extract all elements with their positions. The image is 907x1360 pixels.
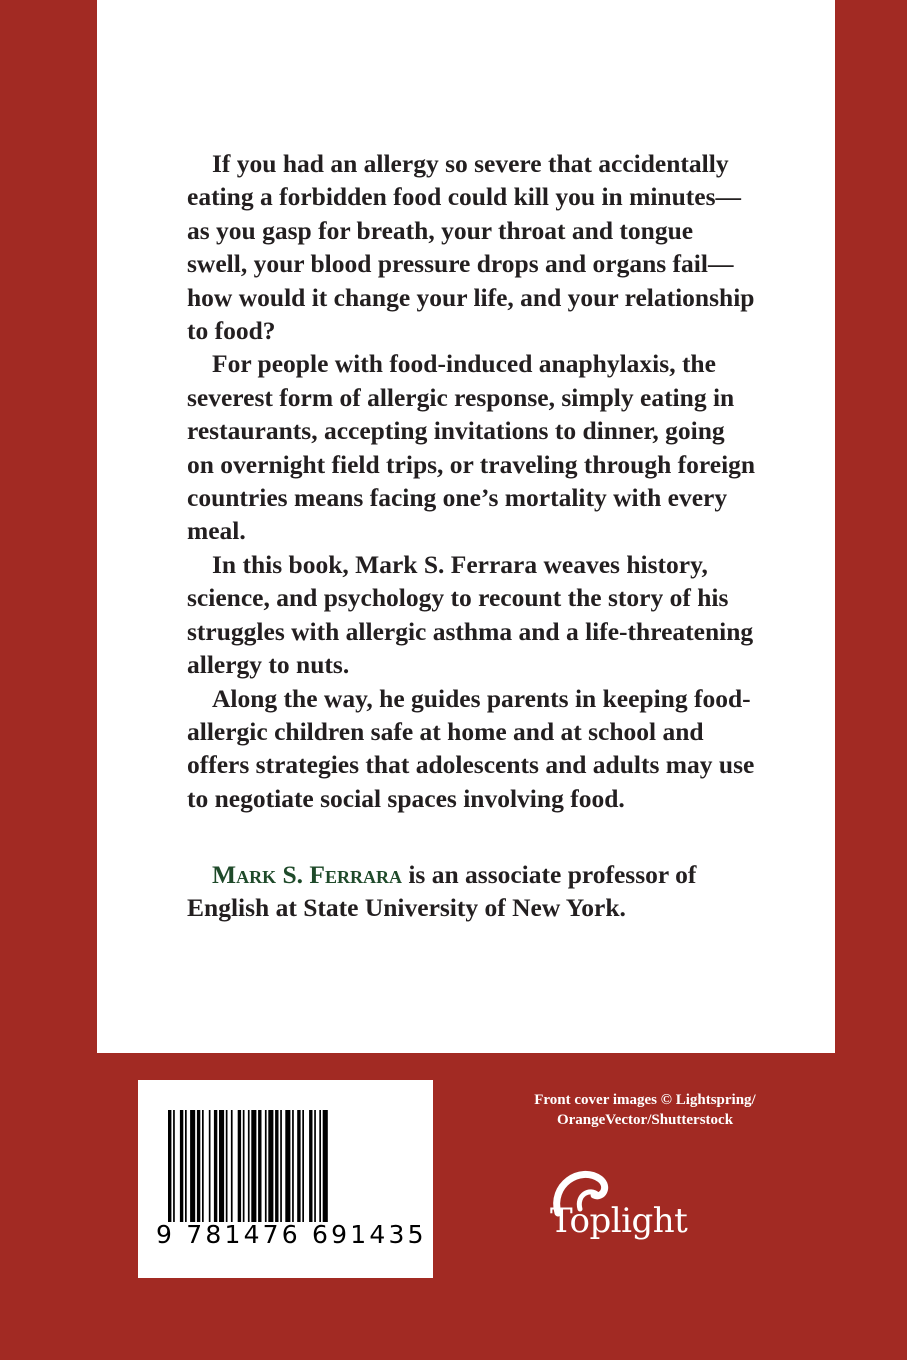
barcode-bar xyxy=(319,1110,321,1222)
isbn-number: 9 781476 691435 xyxy=(156,1220,427,1249)
credit-line-2: OrangeVector/Shutterstock xyxy=(556,1112,734,1128)
barcode-bar xyxy=(248,1110,250,1222)
barcode-bar xyxy=(190,1110,195,1222)
barcode-bar xyxy=(297,1110,300,1222)
barcode-bar xyxy=(168,1110,171,1222)
barcode-bar xyxy=(268,1110,273,1222)
blurb-paragraph-1: If you had an allergy so severe that accidentally eating a forbidden food could kill you in minutes—as you gasp for breath, your throat and tongue swell, your blood pressure drops and organs fail—how would it change your life, and your relationship to food? xyxy=(187,149,755,346)
barcode-bar xyxy=(258,1110,261,1222)
blurb-paragraph-4: Along the way, he guides parents in keeping food-allergic children safe at home and at school and offers strategies that adolescents and adults may use to negotiate social spaces involving food. xyxy=(187,683,755,813)
barcode-bar xyxy=(292,1110,294,1222)
barcode-bar xyxy=(214,1110,217,1222)
barcode xyxy=(138,1080,433,1278)
cover-image-credit xyxy=(490,1090,800,1130)
barcode-bar xyxy=(302,1110,304,1222)
barcode-bar xyxy=(280,1110,282,1222)
blurb xyxy=(187,147,757,815)
blurb-paragraph-2: For people with food-induced anaphylaxis, the severest form of allergic response, simply eating in restaurants, accepting invitations to dinner, going on overnight field trips, or traveling through foreign countries means facing one’s mortality with every meal. xyxy=(187,349,756,546)
blurb-paragraph-3: In this book, Mark S. Ferrara weaves history, science, and psychology to recount the story of his struggles with allergic asthma and a life-threatening allergy to nuts. xyxy=(187,549,754,680)
barcode-bar xyxy=(231,1110,233,1222)
barcode-bar xyxy=(275,1110,278,1222)
credit-line-1: Front cover images © Lightspring/ xyxy=(534,1092,756,1108)
barcode-bar xyxy=(209,1110,211,1222)
publisher-logo xyxy=(540,1165,710,1255)
barcode-bar xyxy=(197,1110,200,1222)
barcode-bar xyxy=(251,1110,256,1222)
author-name: Mark S. Ferrara xyxy=(212,860,402,889)
barcode-bar xyxy=(314,1110,316,1222)
author-bio-text: is an associate professor of English at State University of New York. xyxy=(187,860,697,923)
barcode-bar xyxy=(219,1110,224,1222)
barcode-bar xyxy=(173,1110,175,1222)
barcode-bars xyxy=(168,1110,408,1222)
barcode-bar xyxy=(243,1110,245,1222)
barcode-bar xyxy=(323,1110,328,1222)
publisher-name: Toplight xyxy=(550,1201,688,1241)
barcode-bar xyxy=(265,1110,267,1222)
barcode-bar xyxy=(285,1110,290,1222)
author-bio xyxy=(187,858,757,925)
barcode-bar xyxy=(226,1110,228,1222)
barcode-bar xyxy=(180,1110,183,1222)
barcode-bar xyxy=(185,1110,187,1222)
barcode-bar xyxy=(238,1110,241,1222)
barcode-bar xyxy=(202,1110,204,1222)
barcode-bar xyxy=(309,1110,312,1222)
